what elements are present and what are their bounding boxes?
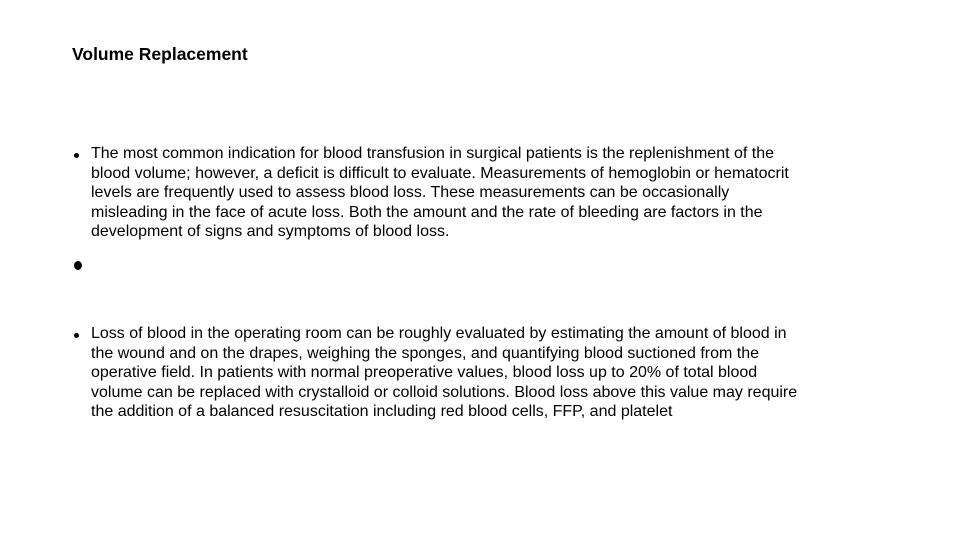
- slide-title: Volume Replacement: [72, 44, 248, 64]
- bullet-line: misleading in the face of acute loss. Both the amount and the rate of bleeding are factors in the: [91, 203, 763, 221]
- bullet-line: the wound and on the drapes, weighing the sponges, and quantifying blood suctioned from the: [91, 344, 760, 362]
- bullet-line: levels are frequently used to assess blood loss. These measurements can be occasionally: [91, 184, 730, 201]
- bullet-marker: [74, 153, 79, 158]
- bullet-line: The most common indication for blood transfusion in surgical patients is the replenishment of the: [91, 145, 775, 162]
- bullet-marker: [74, 333, 79, 338]
- bullet-line: Loss of blood in the operating room can be roughly evaluated by estimating the amount of blood in: [91, 325, 787, 342]
- bullet-line: operative field. In patients with normal preoperative values, blood loss up to 20% of total blood: [91, 364, 758, 381]
- empty-bullet-marker: [74, 261, 82, 270]
- bullet-line: blood volume; however, a deficit is difficult to evaluate. Measurements of hemoglobin or hematocrit: [91, 164, 789, 182]
- bullet-line: volume can be replaced with crystalloid or colloid solutions. Blood loss above this value may require: [91, 383, 798, 401]
- bullet-paragraph: [91, 144, 911, 242]
- bullet-paragraph: [91, 324, 911, 422]
- bullet-line: development of signs and symptoms of blood loss.: [91, 223, 450, 240]
- bullet-line: the addition of a balanced resuscitation including red blood cells, FFP, and platelet: [91, 403, 673, 420]
